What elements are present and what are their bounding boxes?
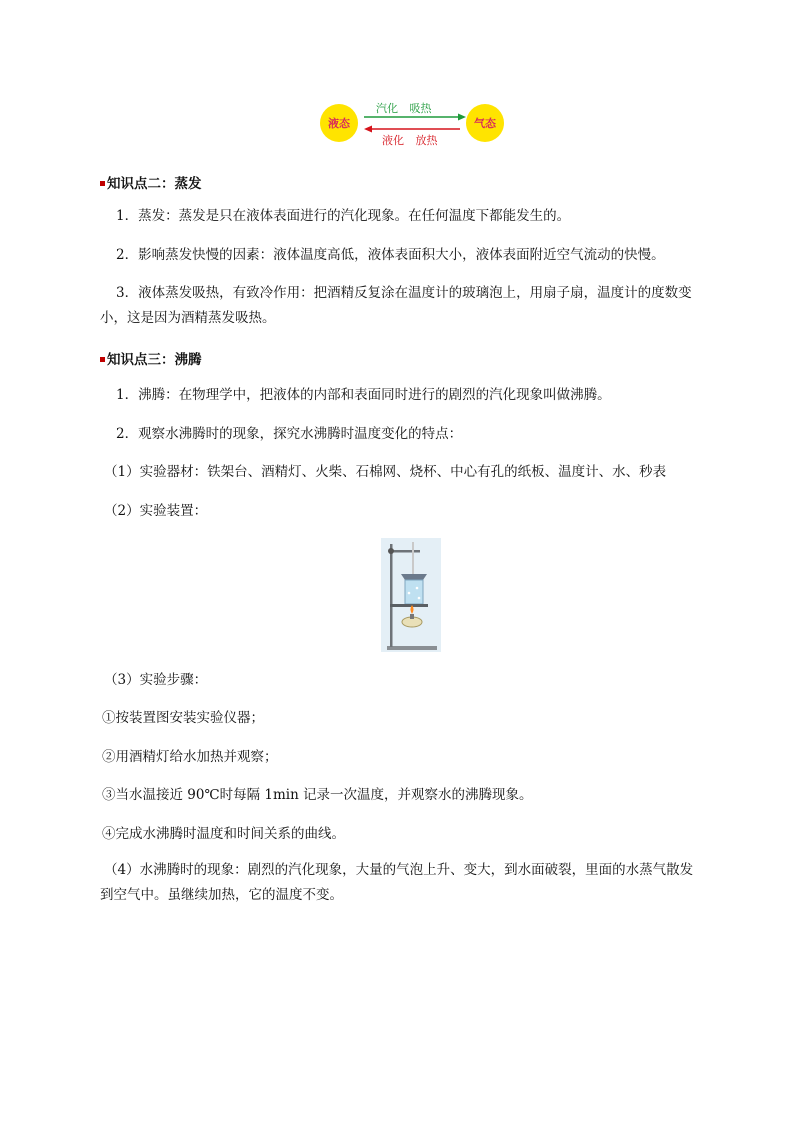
vaporization-label: 汽化 吸热	[376, 102, 432, 115]
step-4: ④完成水沸腾时温度和时间关系的曲线。	[102, 826, 345, 842]
liquefaction-label: 液化 放热	[382, 134, 438, 147]
step-1: ①按装置图安装实验仪器；	[102, 710, 264, 726]
liquefaction-arrowhead	[364, 126, 372, 133]
steps-label: （3）实验步骤：	[104, 672, 208, 688]
setup-label: （2）实验装置：	[104, 503, 208, 519]
boiling-phenomenon: （4）水沸腾时的现象：剧烈的汽化现象，大量的气泡上升、变大，到水面破裂，里面的水蒸气散发到空气中。虽继续加热，它的温度不变。	[100, 862, 694, 903]
boiling-apparatus-figure	[381, 538, 441, 652]
apparatus-illustration	[381, 538, 441, 652]
step-3: ③当水温接近 90℃时每隔 1min 记录一次温度，并观察水的沸腾现象。	[102, 787, 533, 803]
phase-change-diagram	[320, 98, 504, 148]
gas-state-circle: 气态	[466, 104, 504, 142]
equipment-line: （1）实验器材：铁架台、酒精灯、火柴、石棉网、烧杯、中心有孔的纸板、温度计、水、秒表	[104, 464, 667, 480]
bullet-icon	[100, 357, 105, 362]
bullet-icon	[100, 181, 105, 186]
evaporation-item-1: 1．蒸发：蒸发是只在液体表面进行的汽化现象。在任何温度下都能发生的。	[116, 208, 571, 224]
liquid-state-circle: 液态	[320, 104, 358, 142]
boiling-item-1: 1．沸腾：在物理学中，把液体的内部和表面同时进行的剧烈的汽化现象叫做沸腾。	[116, 387, 611, 403]
evaporation-item-2: 2．影响蒸发快慢的因素：液体温度高低，液体表面积大小，液体表面附近空气流动的快慢。	[116, 247, 665, 263]
boiling-item-2: 2．观察水沸腾时的现象，探究水沸腾时温度变化的特点：	[116, 426, 463, 442]
step-2: ②用酒精灯给水加热并观察；	[102, 749, 278, 765]
section3-title: 知识点三：沸腾	[100, 348, 202, 368]
evaporation-item-3: 3．液体蒸发吸热，有致冷作用：把酒精反复涂在温度计的玻璃泡上，用扇子扇，温度计的度数变小，这是因为酒精蒸发吸热。	[100, 285, 692, 326]
section2-title: 知识点二：蒸发	[100, 172, 202, 192]
vaporization-arrowhead	[458, 114, 466, 121]
